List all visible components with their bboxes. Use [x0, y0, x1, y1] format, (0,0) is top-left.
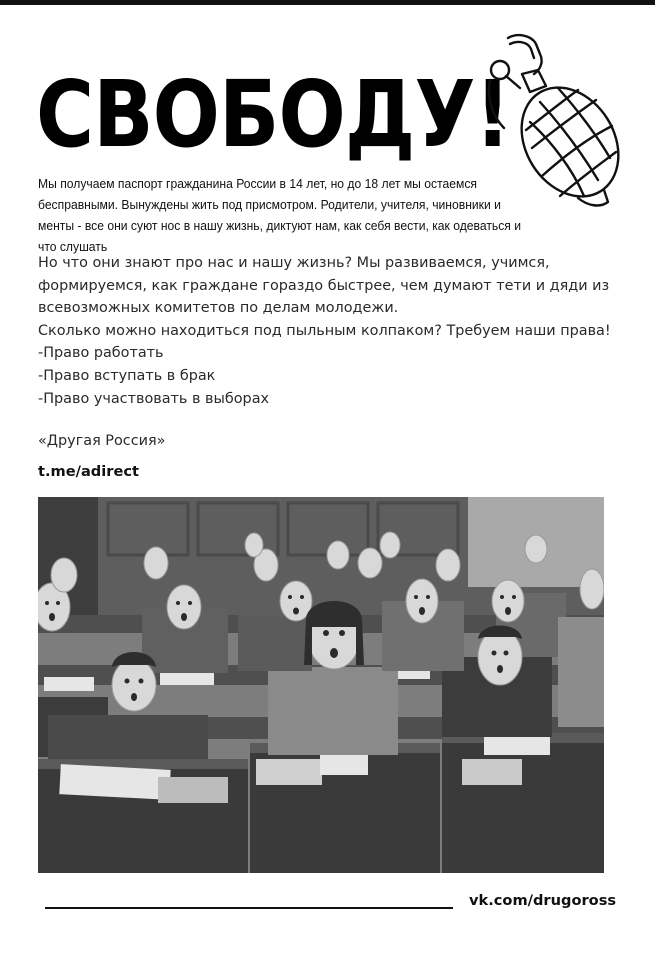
telegram-link[interactable]: t.me/adirect	[38, 463, 139, 480]
vk-link[interactable]: vk.com/drugoross	[469, 892, 617, 909]
paragraph-2: Сколько можно находиться под пыльным колпаком? Требуем наши права!	[38, 322, 611, 339]
organization-name: «Другая Россия»	[38, 433, 166, 449]
headline: СВОБОДУ!	[36, 61, 510, 168]
footer-divider	[45, 907, 453, 909]
classroom-photo	[38, 497, 604, 873]
right-item: -Право вступать в брак	[38, 367, 216, 384]
paragraph-1: Но что они знают про нас и нашу жизнь? Мы развиваемся, учимся, формируемся, как граждане гораздо быстрее, чем думают тети и дяди из всевозможных комитетов по делам молодежи.	[38, 255, 610, 317]
intro-text: Мы получаем паспорт гражданина России в 14 лет, но до 18 лет мы остаемся бесправными. Вынуждены жить под присмотром. Родители, учителя, чиновники и менты - все они суют нос в нашу жизнь, диктуют нам, как себя вести, как одеваться и что слушать	[38, 176, 521, 254]
right-item: -Право работать	[38, 345, 164, 362]
rights-list	[38, 342, 618, 410]
right-item: -Право участвовать в выборах	[38, 390, 270, 407]
body-text	[38, 252, 618, 410]
top-border	[0, 0, 655, 5]
